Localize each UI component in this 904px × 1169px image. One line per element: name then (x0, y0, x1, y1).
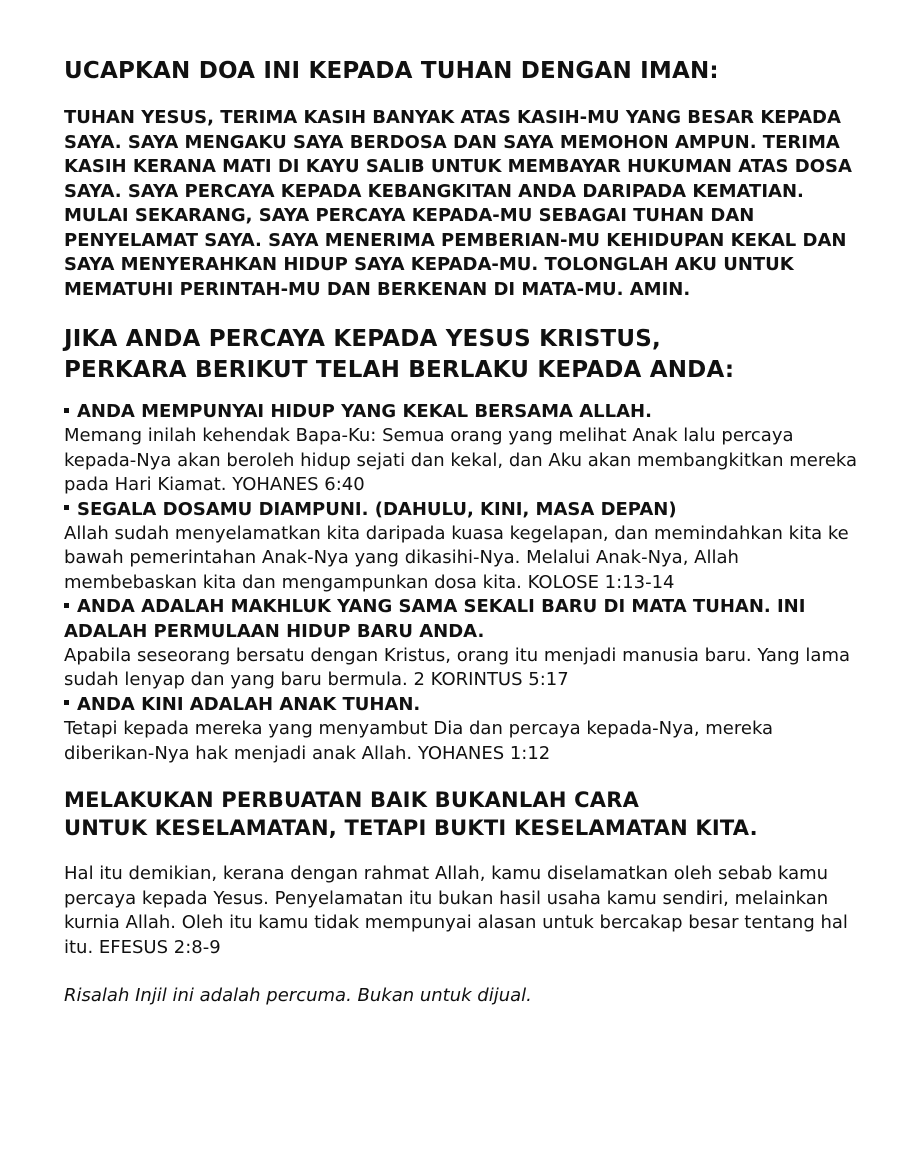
prayer-text: TUHAN YESUS, TERIMA KASIH BANYAK ATAS KASIH-MU YANG BESAR KEPADA SAYA. SAYA MENGAKU SAYA BERDOSA DAN SAYA MEMOHON AMPUN. TERIMA KASIH KERANA MATI DI KAYU SALIB UNTUK MEMBAYAR HUKUMAN ATAS DOSA SAYA. SAYA PERCAYA KEPADA KEBANGKITAN ANDA DARIPADA KEMATIAN. MULAI SEKARANG, SAYA PERCAYA KEPADA-MU SEBAGAI TUHAN DAN PENYELAMAT SAYA. SAYA MENERIMA PEMBERIAN-MU KEHIDUPAN KEKAL DAN SAYA MENYERAHKAN HIDUP SAYA KEPADA-MU. TOLONGLAH AKU UNTUK MEMATUHI PERINTAH-MU DAN BERKENAN DI MATA-MU. AMIN. (64, 107, 852, 300)
benefits-list (64, 400, 864, 766)
item-verse: Apabila seseorang bersatu dengan Kristus, orang itu menjadi manusia baru. Yang lama sudah lenyap dan yang baru bermula. 2 KORINTUS 5:17 (64, 645, 851, 691)
prayer-heading: UCAPKAN DOA INI KEPADA TUHAN DENGAN IMAN: (64, 58, 719, 84)
works-heading-line1: MELAKUKAN PERBUATAN BAIK BUKANLAH CARA (64, 788, 640, 813)
bullet-icon (64, 408, 69, 413)
believe-heading (64, 324, 864, 386)
item-verse: Tetapi kepada mereka yang menyambut Dia dan percaya kepada-Nya, mereka diberikan-Nya hak menjadi anak Allah. YOHANES 1:12 (64, 718, 774, 764)
list-item (64, 498, 864, 596)
bullet-icon (64, 505, 69, 510)
believe-heading-line1: JIKA ANDA PERCAYA KEPADA YESUS KRISTUS, (64, 326, 661, 352)
item-heading: ANDA KINI ADALAH ANAK TUHAN. (77, 693, 421, 715)
works-text: Hal itu demikian, kerana dengan rahmat Allah, kamu diselamatkan oleh sebab kamu percaya kepada Yesus. Penyelamatan itu bukan hasil usaha kamu sendiri, melainkan kurnia Allah. Oleh itu kamu tidak mempunyai alasan untuk bercakap besar tentang hal itu. EFESUS 2:8-9 (64, 863, 848, 958)
item-verse: Memang inilah kehendak Bapa-Ku: Semua orang yang melihat Anak lalu percaya kepada-Nya akan beroleh hidup sejati dan kekal, dan Aku akan membangkitkan mereka pada Hari Kiamat. YOHANES 6:40 (64, 425, 858, 496)
believe-heading-line2: PERKARA BERIKUT TELAH BERLAKU KEPADA ANDA: (64, 357, 735, 383)
list-item (64, 400, 864, 498)
item-heading: ANDA MEMPUNYAI HIDUP YANG KEKAL BERSAMA ALLAH. (77, 401, 652, 422)
list-item (64, 595, 864, 693)
bullet-icon (64, 700, 69, 705)
works-heading-line2: UNTUK KESELAMATAN, TETAPI BUKTI KESELAMATAN KITA. (64, 816, 758, 841)
works-heading (64, 786, 864, 842)
bullet-icon (64, 603, 69, 608)
list-item (64, 693, 864, 766)
item-heading: ANDA ADALAH MAKHLUK YANG SAMA SEKALI BARU DI MATA TUHAN. INI ADALAH PERMULAAN HIDUP BARU ANDA. (64, 596, 806, 642)
footer-note: Risalah Injil ini adalah percuma. Bukan untuk dijual. (64, 985, 532, 1007)
item-verse: Allah sudah menyelamatkan kita daripada kuasa kegelapan, dan memindahkan kita ke bawah pemerintahan Anak-Nya yang dikasihi-Nya. Melalui Anak-Nya, Allah membebaskan kita dan mengampunkan dosa kita. KOLOSE 1:13-14 (64, 523, 849, 593)
item-heading: SEGALA DOSAMU DIAMPUNI. (DAHULU, KINI, MASA DEPAN) (77, 498, 677, 520)
